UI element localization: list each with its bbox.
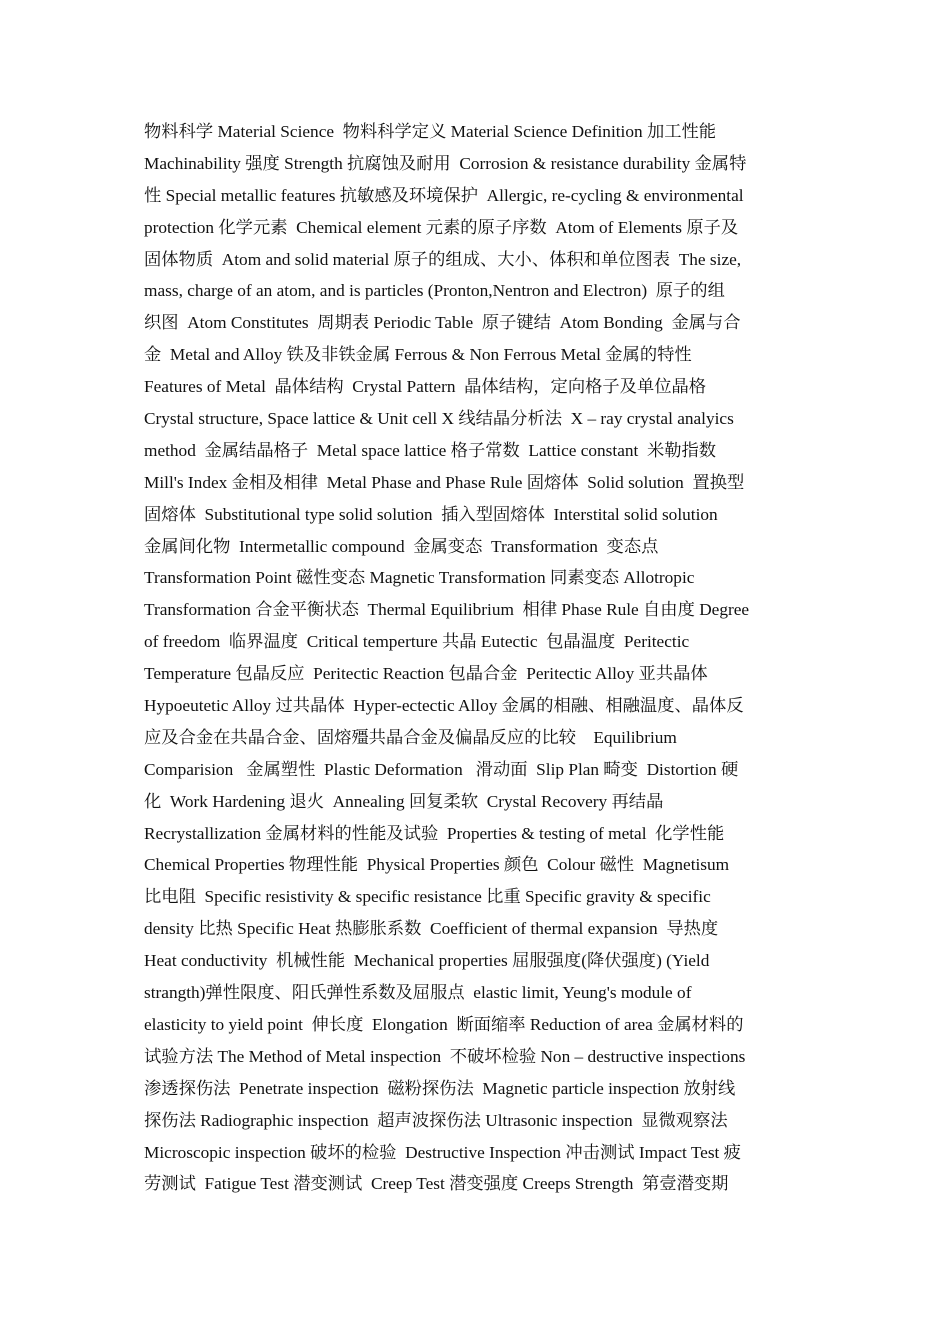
text-line: density 比热 Specific Heat 热膨胀系数 Coefficient of thermal expansion 导热度	[144, 919, 719, 939]
text-line: 劳测试 Fatigue Test 潜变测试 Creep Test 潜变强度 Creeps Strength 第壹潜变期	[144, 1174, 729, 1194]
text-line: 固体物质 Atom and solid material 原子的组成、大小、体积和单位图表 The size,	[144, 249, 742, 269]
text-line: 性 Special metallic features 抗敏感及环境保护 Allergic, re-cycling & environmental	[144, 185, 744, 205]
text-line: 金属间化物 Intermetallic compound 金属变态 Transformation 变态点	[144, 536, 659, 556]
text-line: Crystal structure, Space lattice & Unit cell X 线结晶分析法 X – ray crystal analyics	[144, 409, 734, 429]
text-line: 物料科学 Material Science 物料科学定义 Material Science Definition 加工性能	[144, 122, 717, 141]
text-line: 固熔体 Substitutional type solid solution 插入型固熔体 Interstital solid solution	[144, 504, 718, 524]
text-line: 渗透探伤法 Penetrate inspection 磁粉探伤法 Magnetic particle inspection 放射线	[144, 1078, 736, 1098]
text-line: 金 Metal and Alloy 铁及非铁金属 Ferrous & Non Ferrous Metal 金属的特性	[144, 345, 692, 365]
text-line: Machinability 强度 Strength 抗腐蚀及耐用 Corrosion & resistance durability 金属特	[144, 153, 747, 173]
text-line: 化 Work Hardening 退火 Annealing 回复柔软 Crystal Recovery 再结晶	[144, 791, 664, 811]
text-line: Comparision 金属塑性 Plastic Deformation 滑动面 Slip Plan 畸变 Distortion 硬	[144, 759, 739, 779]
text-line: strangth)弹性限度、阳氏弹性系数及屈服点 elastic limit, Yeung's module of	[144, 983, 692, 1003]
text-line: elasticity to yield point 伸长度 Elongation 断面缩率 Reduction of area 金属材料的	[144, 1014, 744, 1034]
text-line: mass, charge of an atom, and is particles (Pronton,Nentron and Electron) 原子的组	[144, 281, 725, 301]
text-line: Recrystallization 金属材料的性能及试验 Properties & testing of metal 化学性能	[144, 823, 725, 843]
text-line: method 金属结晶格子 Metal space lattice 格子常数 Lattice constant 米勒指数	[144, 440, 717, 460]
text-line: Chemical Properties 物理性能 Physical Properties 颜色 Colour 磁性 Magnetisum	[144, 855, 730, 875]
text-line: 织图 Atom Constitutes 周期表 Periodic Table 原子键结 Atom Bonding 金属与合	[144, 313, 741, 333]
text-line: Transformation 合金平衡状态 Thermal Equilibrium 相律 Phase Rule 自由度 Degree	[144, 600, 750, 620]
text-line: 应及合金在共晶合金、固熔殭共晶合金及偏晶反应的比较 Equilibrium	[144, 727, 677, 747]
document-body	[144, 116, 810, 1200]
text-line: of freedom 临界温度 Critical temperture 共晶 Eutectic 包晶温度 Peritectic	[144, 632, 690, 652]
text-line: 探伤法 Radiographic inspection 超声波探伤法 Ultrasonic inspection 显微观察法	[144, 1110, 728, 1130]
text-line: Microscopic inspection 破坏的检验 Destructive Inspection 冲击测试 Impact Test 疲	[144, 1142, 741, 1162]
text-line: Hypoeutetic Alloy 过共晶体 Hyper-ectectic Alloy 金属的相融、相融温度、晶体反	[144, 696, 744, 716]
text-line: Heat conductivity 机械性能 Mechanical properties 屈服强度(降伏强度) (Yield	[144, 951, 710, 971]
text-line: Temperature 包晶反应 Peritectic Reaction 包晶合金 Peritectic Alloy 亚共晶体	[144, 664, 708, 684]
text-line: Mill's Index 金相及相律 Metal Phase and Phase Rule 固熔体 Solid solution 置换型	[144, 472, 745, 492]
text-line: 比电阻 Specific resistivity & specific resistance 比重 Specific gravity & specific	[144, 887, 711, 907]
text-line: protection 化学元素 Chemical element 元素的原子序数 Atom of Elements 原子及	[144, 217, 739, 237]
text-line: Features of Metal 晶体结构 Crystal Pattern 晶体结构，定向格子及单位晶格	[144, 377, 707, 397]
text-line: 试验方法 The Method of Metal inspection 不破坏检验 Non – destructive inspections	[144, 1046, 746, 1066]
text-line: Transformation Point 磁性变态 Magnetic Transformation 同素变态 Allotropic	[144, 568, 695, 588]
